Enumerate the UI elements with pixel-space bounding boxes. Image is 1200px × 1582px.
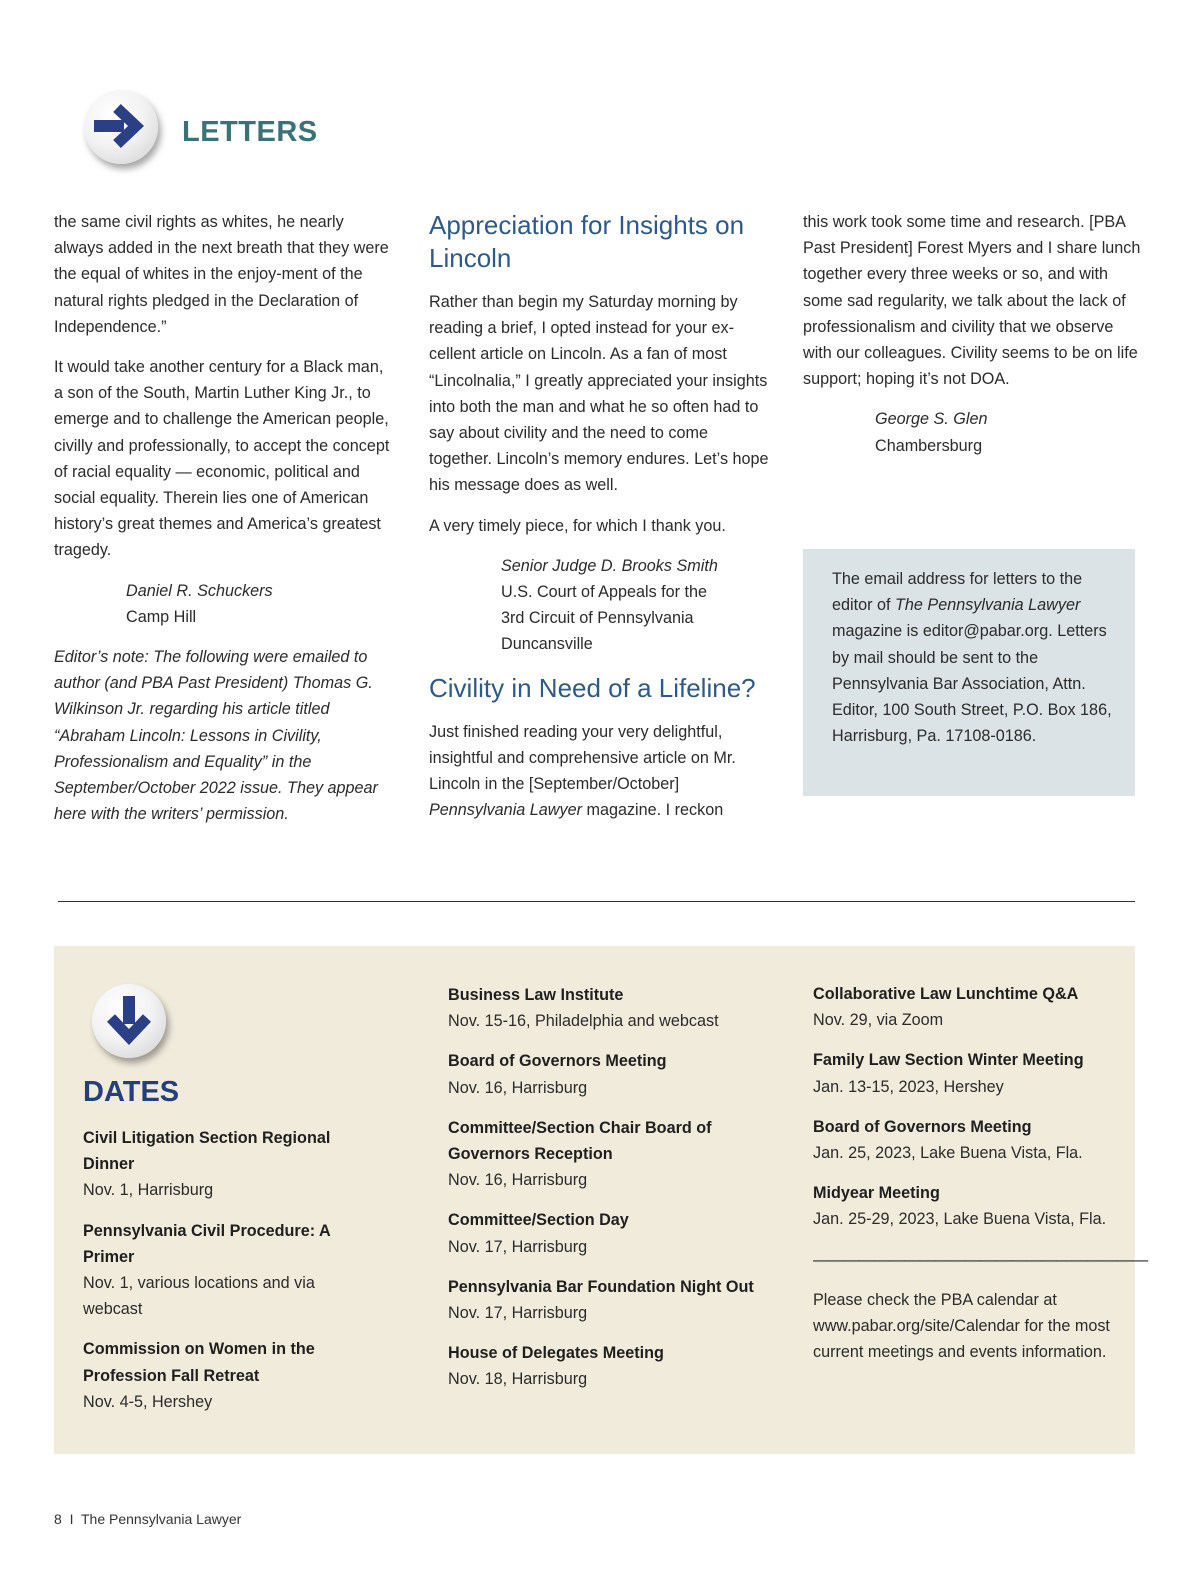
event-detail: Nov. 17, Harrisburg xyxy=(448,1304,588,1323)
event-detail: Nov. 16, Harrisburg xyxy=(448,1171,588,1190)
event-detail: Nov. 4-5, Hershey xyxy=(83,1392,213,1411)
event-detail: Jan. 25, 2023, Lake Buena Vista, Fla. xyxy=(813,1144,1083,1163)
letter-paragraph: A very timely piece, for which I thank you. xyxy=(429,516,726,535)
event-title: Business Law Institute xyxy=(448,986,624,1004)
signature-place: Camp Hill xyxy=(126,607,197,626)
event-item xyxy=(83,1125,333,1204)
submission-info-box xyxy=(803,549,1135,796)
event-detail: Nov. 16, Harrisburg xyxy=(448,1078,588,1097)
letter-signature xyxy=(803,406,1141,458)
text-run: The email address for letters to the editor of xyxy=(832,570,1083,615)
letter-signature xyxy=(429,553,769,658)
letter-paragraph: It would take another century for a Black man, a son of the South, Martin Luther King Jr., to emerge and to challenge the American people, civilly and professionally, to accept the concept of racial equality — economic, political and social equality. Therein lies one of American history’s great themes and America’s greatest tragedy. xyxy=(54,358,390,560)
arrow-right-icon xyxy=(84,90,158,164)
text-run: magazine. I reckon xyxy=(586,801,724,820)
event-item xyxy=(448,982,768,1034)
text-run: Just finished reading your very delightful, insightful and comprehensive article on Mr. Lincoln in the [September/October] xyxy=(429,722,736,794)
event-title: Committee/Section Chair Board of Governors Reception xyxy=(448,1118,712,1164)
event-item xyxy=(448,1115,768,1194)
event-item xyxy=(813,1180,1123,1232)
section-divider xyxy=(58,901,1135,902)
letter-heading: Civility in Need of a Lifeline? xyxy=(429,672,756,703)
event-detail: Jan. 25-29, 2023, Lake Buena Vista, Fla. xyxy=(813,1210,1107,1229)
event-title: Pennsylvania Bar Foundation Night Out xyxy=(448,1277,754,1296)
event-detail: Jan. 13-15, 2023, Hershey xyxy=(813,1077,1004,1096)
event-item xyxy=(448,1207,768,1259)
separator-line: —————————————————————— xyxy=(813,1250,1148,1269)
magazine-title: The Pennsylvania Lawyer xyxy=(895,596,1081,615)
event-item xyxy=(813,981,1123,1033)
event-title: Midyear Meeting xyxy=(813,1184,940,1203)
calendar-note: Please check the PBA calendar at www.pabar.org/site/Calendar for the most current meetings and events information. xyxy=(813,1290,1110,1362)
text-run: magazine is editor@pabar.org. Letters by mail should be sent to the Pennsylvania Bar Association, Attn. Editor, 100 South Street, P.O. Box 186, Harrisburg, Pa. 17108-0186. xyxy=(832,622,1112,746)
event-detail: Nov. 18, Harrisburg xyxy=(448,1370,588,1389)
letter-paragraph: Rather than begin my Saturday morning by reading a brief, I opted instead for your ex-cellent article on Lincoln. As a fan of most “Lincolnalia,” I greatly appreciated your insights into both the man and what he so often had to say about civility and the need to come together. Lincoln’s memory endures. Let’s hope his message does as well. xyxy=(429,293,769,495)
event-item xyxy=(83,1218,333,1323)
page-footer: 8 I The Pennsylvania Lawyer xyxy=(54,1511,242,1527)
event-detail: Nov. 15-16, Philadelphia and webcast xyxy=(448,1012,719,1031)
letter-heading: Appreciation for Insights on Lincoln xyxy=(429,210,745,273)
event-detail: Nov. 1, Harrisburg xyxy=(83,1181,214,1200)
signature-place: Chambersburg xyxy=(875,436,983,455)
arrow-down-icon xyxy=(92,984,166,1058)
event-title: Board of Governors Meeting xyxy=(813,1117,1032,1136)
letter-signature xyxy=(54,578,394,630)
event-detail: Nov. 17, Harrisburg xyxy=(448,1237,588,1256)
event-title: Collaborative Law Lunchtime Q&A xyxy=(813,985,1079,1003)
letter-paragraph: the same civil rights as whites, he nearly always added in the next breath that they were the equal of whites in the enjoy-ment of the natural rights pledged in the Declaration of Independence.” xyxy=(54,213,389,336)
event-title: House of Delegates Meeting xyxy=(448,1344,664,1363)
dates-title: DATES xyxy=(83,1076,180,1108)
event-item xyxy=(83,1336,333,1415)
event-item xyxy=(448,1048,768,1100)
letters-column-3 xyxy=(803,209,1141,473)
signature-name: George S. Glen xyxy=(875,410,988,429)
event-item xyxy=(813,1047,1123,1099)
letters-column-1 xyxy=(54,209,394,841)
event-item xyxy=(813,1114,1123,1166)
magazine-title: Pennsylvania Lawyer xyxy=(429,801,582,820)
dates-panel xyxy=(54,946,1148,1454)
letters-header xyxy=(80,86,480,176)
event-detail: Nov. 29, via Zoom xyxy=(813,1011,944,1030)
event-item xyxy=(448,1274,768,1326)
event-item xyxy=(448,1340,768,1392)
editor-note: Editor’s note: The following were emailed to author (and PBA Past President) Thomas G. Wilkinson Jr. regarding his article titled “Abraham Lincoln: Lessons in Civility, Professionalism and Equality” in the September/October 2022 issue. They appear here with the writers’ permission. xyxy=(54,648,378,824)
signature-line: U.S. Court of Appeals for the xyxy=(501,583,708,602)
event-title: Board of Governors Meeting xyxy=(448,1052,667,1071)
signature-place: Duncansville xyxy=(501,635,593,654)
event-title: Commission on Women in the Profession Fall Retreat xyxy=(83,1340,315,1385)
letters-column-2 xyxy=(429,209,769,837)
dates-column-1 xyxy=(83,1125,333,1429)
signature-name: Daniel R. Schuckers xyxy=(126,581,273,600)
event-title: Family Law Section Winter Meeting xyxy=(813,1051,1084,1070)
event-title: Civil Litigation Section Regional Dinner xyxy=(83,1129,331,1174)
signature-name: Senior Judge D. Brooks Smith xyxy=(501,556,718,575)
dates-column-3 xyxy=(813,981,1148,1379)
letter-paragraph: this work took some time and research. [PBA Past President] Forest Myers and I share lunch together every three weeks or so, and with some sad regularity, we talk about the lack of professionalism and civility that we observe with our colleagues. Civility seems to be on life support; hoping it’s not DOA. xyxy=(803,213,1141,389)
event-detail: Nov. 1, various locations and via webcast xyxy=(83,1274,315,1319)
signature-line: 3rd Circuit of Pennsylvania xyxy=(501,609,694,628)
letter-paragraph xyxy=(429,719,769,824)
dates-column-2 xyxy=(448,982,768,1407)
event-title: Committee/Section Day xyxy=(448,1211,629,1230)
section-title: LETTERS xyxy=(182,116,318,148)
event-title: Pennsylvania Civil Procedure: A Primer xyxy=(83,1221,331,1266)
